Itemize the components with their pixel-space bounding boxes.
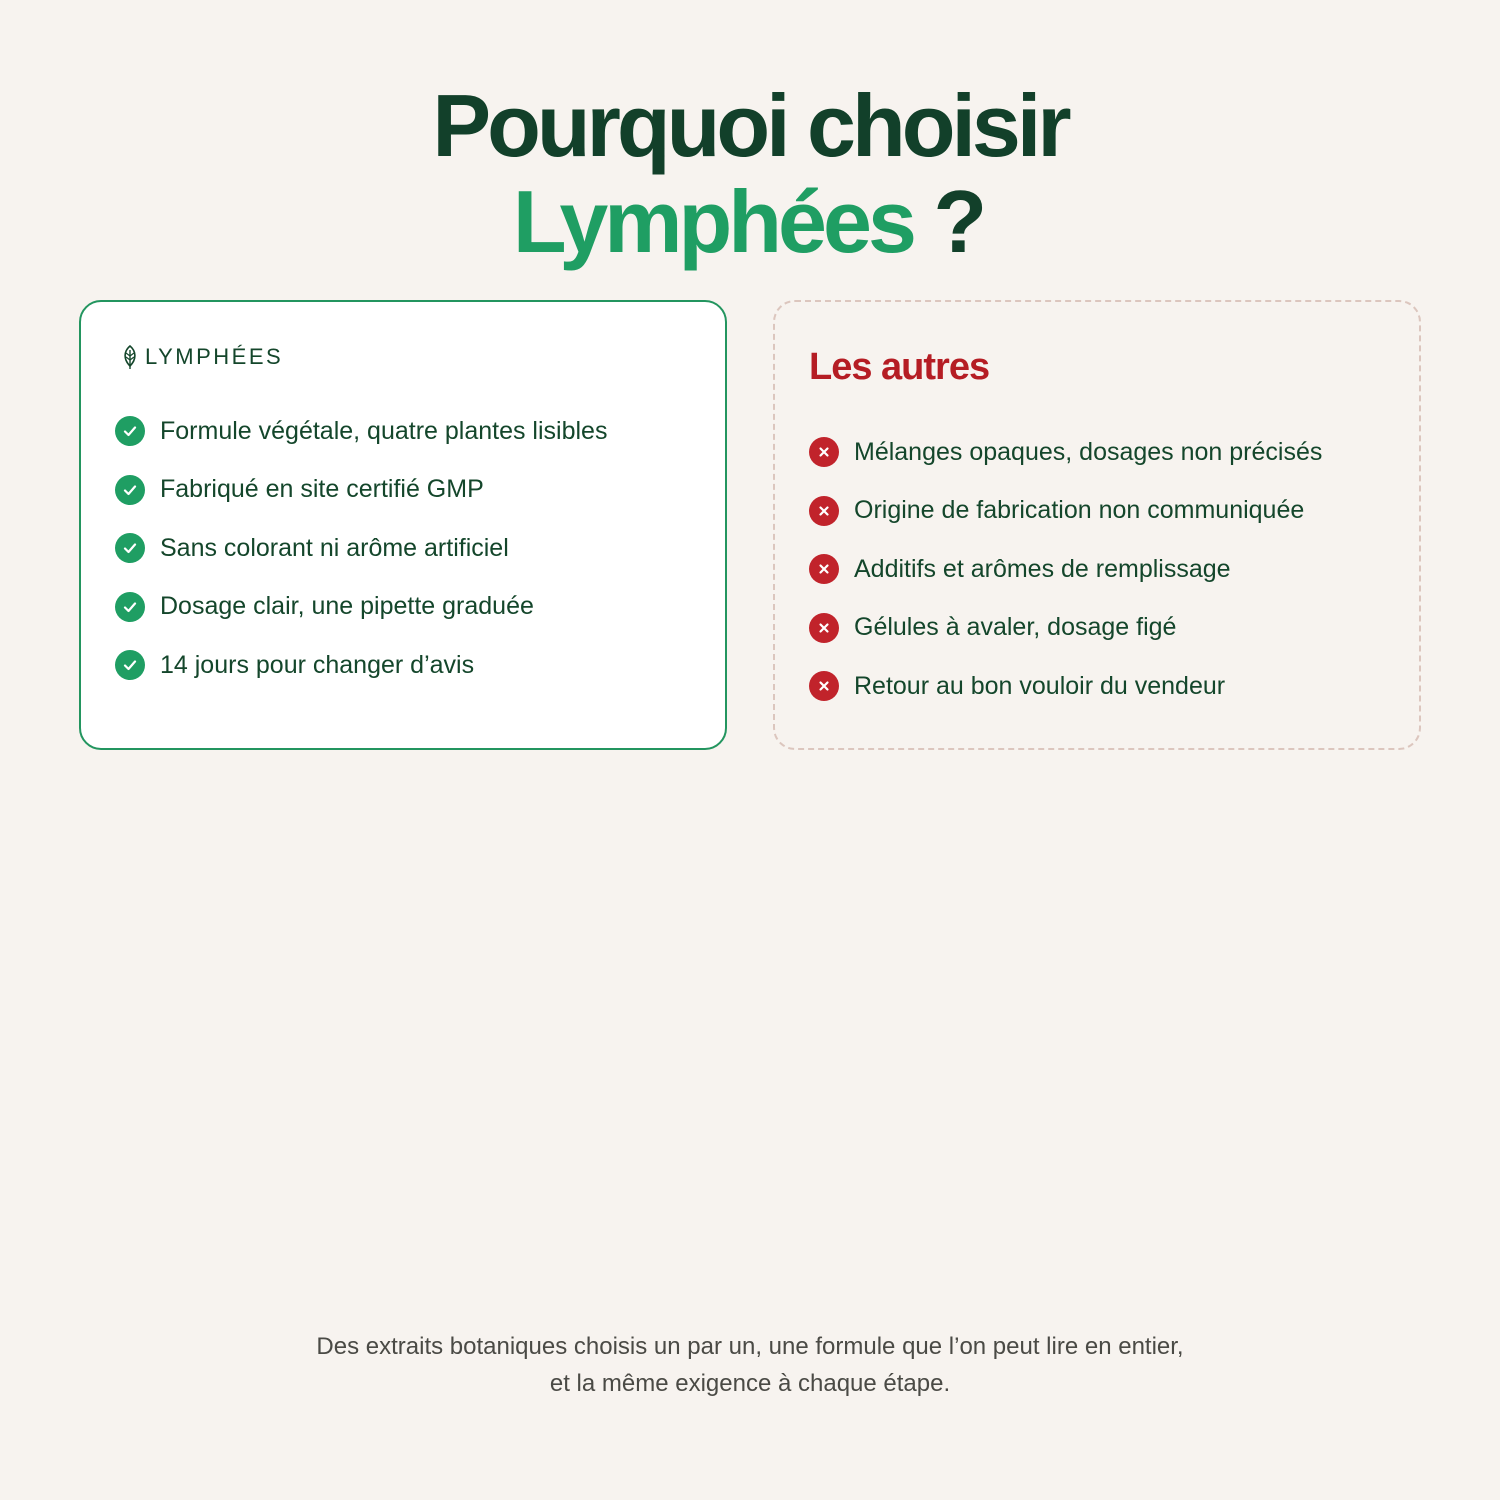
list-item-label: 14 jours pour changer d’avis <box>160 650 475 679</box>
list-item-label: Dosage clair, une pipette graduée <box>160 592 534 621</box>
x-circle-icon <box>809 496 839 526</box>
leaf-icon <box>121 344 139 370</box>
list-item-label: Additifs et arômes de remplissage <box>854 554 1231 583</box>
list-item-label: Retour au bon vouloir du vendeur <box>854 671 1226 700</box>
headline-brand-word: Lymphées <box>512 172 913 271</box>
footer-line1: Des extraits botaniques choisis un par un, une formule que l’on peut lire en entier, <box>316 1333 1184 1360</box>
list-item <box>809 540 1322 599</box>
list-item-label: Gélules à avaler, dosage figé <box>854 613 1177 642</box>
list-item <box>809 482 1322 541</box>
list-item <box>115 519 607 578</box>
headline <box>0 78 1500 270</box>
footer-line2: et la même exigence à chaque étape. <box>549 1370 951 1397</box>
list-item <box>115 461 607 520</box>
headline-question-mark: ? <box>933 172 988 271</box>
brand-label: LYMPHÉES <box>145 344 284 369</box>
list-item-label: Fabriqué en site certifié GMP <box>160 475 484 504</box>
check-circle-icon <box>115 475 145 505</box>
check-circle-icon <box>115 416 145 446</box>
x-circle-icon <box>809 613 839 643</box>
brand-logo <box>121 344 283 370</box>
list-item <box>809 423 1322 482</box>
check-circle-icon <box>115 592 145 622</box>
list-item-label: Formule végétale, quatre plantes lisibles <box>160 416 608 445</box>
list-item <box>115 636 607 695</box>
footer-tagline <box>0 1328 1500 1402</box>
check-circle-icon <box>115 650 145 680</box>
others-title: Les autres <box>809 346 990 388</box>
lymphees-card <box>79 300 727 750</box>
list-item <box>115 402 607 461</box>
others-card <box>773 300 1421 750</box>
list-item-label: Mélanges opaques, dosages non précisés <box>854 437 1323 466</box>
x-circle-icon <box>809 554 839 584</box>
list-item-label: Origine de fabrication non communiquée <box>854 496 1305 525</box>
check-circle-icon <box>115 533 145 563</box>
x-circle-icon <box>809 671 839 701</box>
x-circle-icon <box>809 437 839 467</box>
lymphees-list <box>115 402 607 695</box>
headline-line1: Pourquoi choisir <box>432 76 1068 175</box>
list-item <box>809 657 1322 716</box>
others-list <box>809 423 1322 716</box>
list-item-label: Sans colorant ni arôme artificiel <box>160 533 509 562</box>
headline-line2 <box>0 174 1500 270</box>
list-item <box>115 578 607 637</box>
list-item <box>809 599 1322 658</box>
